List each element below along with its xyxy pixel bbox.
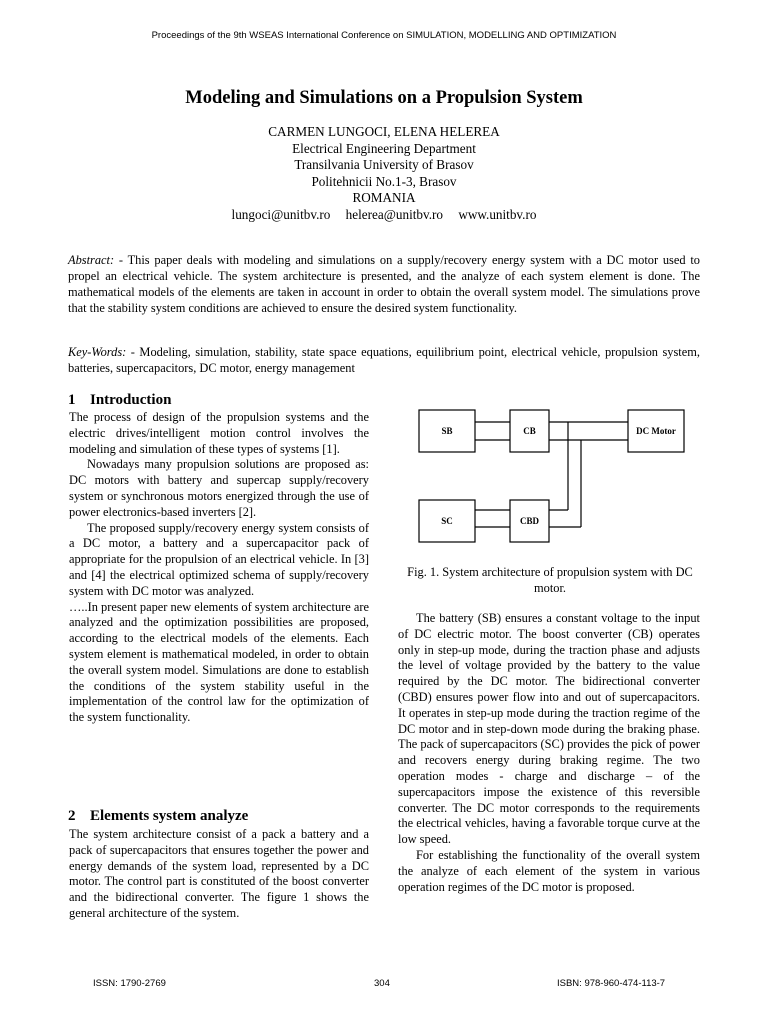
section-1-title: Introduction	[90, 392, 172, 408]
keywords-label: Key-Words:	[68, 345, 127, 359]
affiliation-department: Electrical Engineering Department	[292, 140, 476, 156]
intro-paragraph-2: Nowadays many propulsion solutions are proposed as: DC motors with battery and supercap supply/recovery system or synchronous motors energized through the use of power electronics-based inverters [2].	[69, 457, 369, 519]
right-paragraph-1: The battery (SB) ensures a constant voltage to the input of DC electric motor. The boost converter (CB) operates only in step-up mode, during the traction phase and adjusts the level of voltage provided by the battery to the value required by the DC motor. The bidirectional converter (CBD) ensures power flow into and out of supercapacitors. It operates in step-up mode during the traction regime of the DC motor and in step-down mode during the braking phase. The pack of supercapacitors (SC) provides the pick of power and recovers energy during braking regime. The two operation modes - charge and discharge – of the supercapacitors impose the existence of this reversible converter. The DC motor corresponds to the requirements the electrical vehicles, having a favorable torque curve at the low speed.	[398, 611, 700, 847]
contact-emails	[0, 207, 768, 224]
section-2-heading	[68, 808, 248, 825]
intro-paragraph-1: The process of design of the propulsion systems and the electric drives/intelligent motion control involves the modeling and simulation of these types of systems [1].	[69, 410, 369, 456]
abstract	[68, 252, 700, 316]
section-1-body	[69, 410, 369, 726]
keywords	[68, 344, 700, 376]
footer-issn: ISSN: 1790-2769	[93, 978, 166, 989]
label-cbd: CBD	[519, 516, 540, 526]
figure-1-diagram	[398, 400, 702, 560]
figure-1-caption: Fig. 1. System architecture of propulsion system with DC motor.	[407, 565, 693, 595]
running-head: Proceedings of the 9th WSEAS International Conference on SIMULATION, MODELLING AND OPTIMIZATION	[151, 30, 617, 41]
paper-title: Modeling and Simulations on a Propulsion System	[185, 88, 583, 108]
abstract-text: - This paper deals with modeling and simulations on a supply/recovery energy system with a DC motor used to propel an electrical vehicle. The system architecture is presented, and the analyze of each system element is done. The mathematical models of the elements are taken in account in order to obtain the overall system model. The simulations prove that the stability system conditions are achieved to ensure the desired system functionality.	[68, 253, 700, 315]
affiliation-country: ROMANIA	[352, 190, 416, 206]
section-2-number: 2	[68, 808, 76, 824]
section-2-title: Elements system analyze	[90, 808, 249, 824]
footer-page-number: 304	[374, 978, 390, 989]
email-lungoci: lungoci@unitbv.ro	[231, 206, 331, 222]
intro-paragraph-4: …..In present paper new elements of system architecture are analyzed and the optimization possibilities are proposed, according to the electrical models of the elements. Each system element is mathematical modeled, in order to obtain the overall system model. Simulations are done to establish the conditions of the system stability useful in the implementation of the control law for the optimization of the system functionality.	[69, 599, 370, 725]
elements-paragraph-1: The system architecture consist of a pack a battery and a pack of supercapacitors that ensures together the power and energy demands of the system load, represented by a DC motor. The control part is constituted of the boost converter and the bidirectional converter. The figure 1 shows the general architecture of the system.	[69, 827, 369, 920]
right-column-body	[398, 611, 700, 895]
website: www.unitbv.ro	[458, 206, 537, 222]
author-block	[0, 124, 768, 224]
label-dc-motor: DC Motor	[636, 426, 676, 436]
footer-isbn: ISBN: 978-960-474-113-7	[557, 978, 666, 989]
keywords-text: - Modeling, simulation, stability, state space equations, equilibrium point, electrical vehicle, propulsion system, batteries, supercapacitors, DC motor, energy management	[68, 345, 700, 375]
author-names: CARMEN LUNGOCI, ELENA HELEREA	[268, 124, 500, 139]
email-helerea: helerea@unitbv.ro	[345, 206, 444, 222]
section-1-number: 1	[68, 392, 76, 408]
abstract-label: Abstract:	[68, 253, 115, 267]
affiliation-university: Transilvania University of Brasov	[294, 157, 474, 173]
label-cb: CB	[523, 426, 536, 436]
intro-paragraph-3: The proposed supply/recovery energy system consists of a DC motor, a battery and a supercapacitor pack of appropriate for the propulsion of an electrical vehicle. In [3] and [4] the electrical optimized schema of supply/recovery system with DC motor was analyzed.	[69, 520, 369, 598]
section-2-body	[69, 827, 369, 922]
affiliation-address: Politehnicii No.1-3, Brasov	[311, 173, 457, 189]
label-sc: SC	[441, 516, 453, 526]
section-1-heading	[68, 392, 171, 409]
label-sb: SB	[441, 426, 453, 436]
right-paragraph-2: For establishing the functionality of the overall system the analyze of each element of the system in various operation regimes of the DC motor is proposed.	[398, 847, 700, 894]
